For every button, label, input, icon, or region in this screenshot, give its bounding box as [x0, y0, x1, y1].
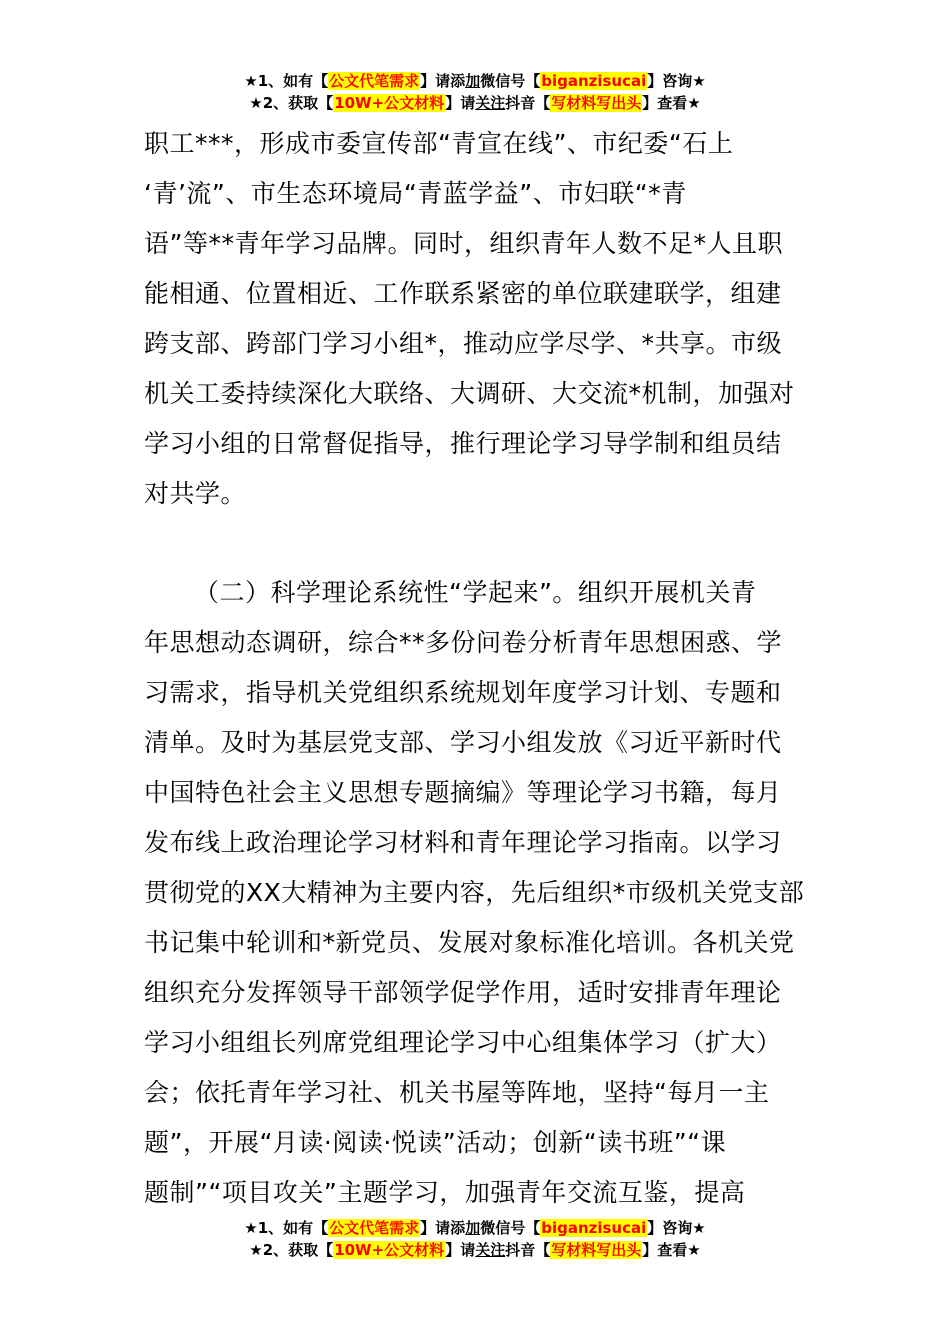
promo-underline: 关注: [475, 1241, 506, 1259]
text-line: 书记集中轮训和*新党员、发展对象标准化培训。各机关党: [144, 928, 795, 957]
promo-line-2: [0, 92, 950, 114]
text-line: 组织充分发挥领导干部领学促学作用，适时安排青年理论: [144, 978, 782, 1007]
section-heading-line: （二）科学理论系统性“学起来”。组织开展机关青: [194, 578, 757, 607]
promo-text: 】咨询★: [647, 1219, 706, 1237]
promo-highlight: 10W+公文材料: [334, 1241, 445, 1259]
promo-text: 】请: [445, 94, 476, 112]
promo-line-1: [0, 1217, 950, 1239]
text-line: 年思想动态调研，综合**多份问卷分析青年思想困惑、学: [144, 628, 783, 657]
promo-highlight: 公文代笔需求: [329, 1219, 420, 1237]
text-line: 学习小组的日常督促指导，推行理论学习导学制和组员结: [144, 429, 782, 458]
promo-text: 】查看★: [642, 1241, 701, 1259]
promo-text: 】请添: [420, 72, 466, 90]
promo-underline: 加: [465, 72, 481, 90]
text-line: 能相通、位置相近、工作联系紧密的单位联建联学，组建: [144, 279, 782, 308]
promo-highlight-wechat: biganzisucai: [541, 1219, 647, 1237]
promo-text: ★2、获取【: [249, 1241, 334, 1259]
promo-text: 微信号【: [480, 72, 541, 90]
text-line: ‘青’流”、市生态环境局“青蓝学益”、市妇联“*青: [144, 179, 687, 208]
promo-highlight: 10W+公文材料: [334, 94, 445, 112]
text-line: 机关工委持续深化大联络、大调研、大交流*机制，加强对: [144, 379, 795, 408]
footer-promo-banner: [0, 1217, 950, 1261]
text-line: 学习小组组长列席党组理论学习中心组集体学习（扩大）: [144, 1028, 782, 1057]
promo-highlight-wechat: biganzisucai: [541, 72, 647, 90]
text-line: 对共学。: [144, 479, 247, 508]
promo-text: 】请添: [420, 1219, 466, 1237]
text-line: 中国特色社会主义思想专题摘编》等理论学习书籍，每月: [144, 778, 782, 807]
promo-highlight-douyin: 写材料写出头: [551, 94, 642, 112]
promo-text: ★1、如有【: [244, 1219, 329, 1237]
text-line: 跨支部、跨部门学习小组*，推动应学尽学、*共享。市级: [144, 329, 783, 358]
promo-text: 微信号【: [480, 1219, 541, 1237]
header-promo-banner: [0, 70, 950, 114]
promo-line-1: [0, 70, 950, 92]
promo-highlight: 公文代笔需求: [329, 72, 420, 90]
text-line: 会；依托青年学习社、机关书屋等阵地，坚持“每月一主: [144, 1078, 770, 1107]
text-line: 题”，开展“月读·阅读·悦读”活动；创新“读书班”“课: [144, 1128, 727, 1157]
promo-highlight-douyin: 写材料写出头: [551, 1241, 642, 1259]
text-line: 习需求，指导机关党组织系统规划年度学习计划、专题和: [144, 678, 782, 707]
promo-line-2: [0, 1239, 950, 1261]
promo-text: 抖音【: [505, 94, 551, 112]
promo-text: ★1、如有【: [244, 72, 329, 90]
promo-underline: 关注: [475, 94, 506, 112]
promo-text: 】咨询★: [647, 72, 706, 90]
text-line: 职工***，形成市委宣传部“青宣在线”、市纪委“石上: [144, 129, 734, 158]
text-line: 题制”“项目攻关”主题学习，加强青年交流互鉴，提高: [144, 1178, 746, 1207]
promo-text: 抖音【: [505, 1241, 551, 1259]
promo-text: ★2、获取【: [249, 94, 334, 112]
promo-underline: 加: [465, 1219, 481, 1237]
text-line: 语”等**青年学习品牌。同时，组织青年人数不足*人且职: [144, 229, 783, 258]
promo-text: 】请: [445, 1241, 476, 1259]
text-line: 贯彻党的XX大精神为主要内容，先后组织*市级机关党支部: [144, 878, 805, 907]
promo-text: 】查看★: [642, 94, 701, 112]
text-line: 发布线上政治理论学习材料和青年理论学习指南。以学习: [144, 828, 782, 857]
text-line: 清单。及时为基层党支部、学习小组发放《习近平新时代: [144, 728, 782, 757]
